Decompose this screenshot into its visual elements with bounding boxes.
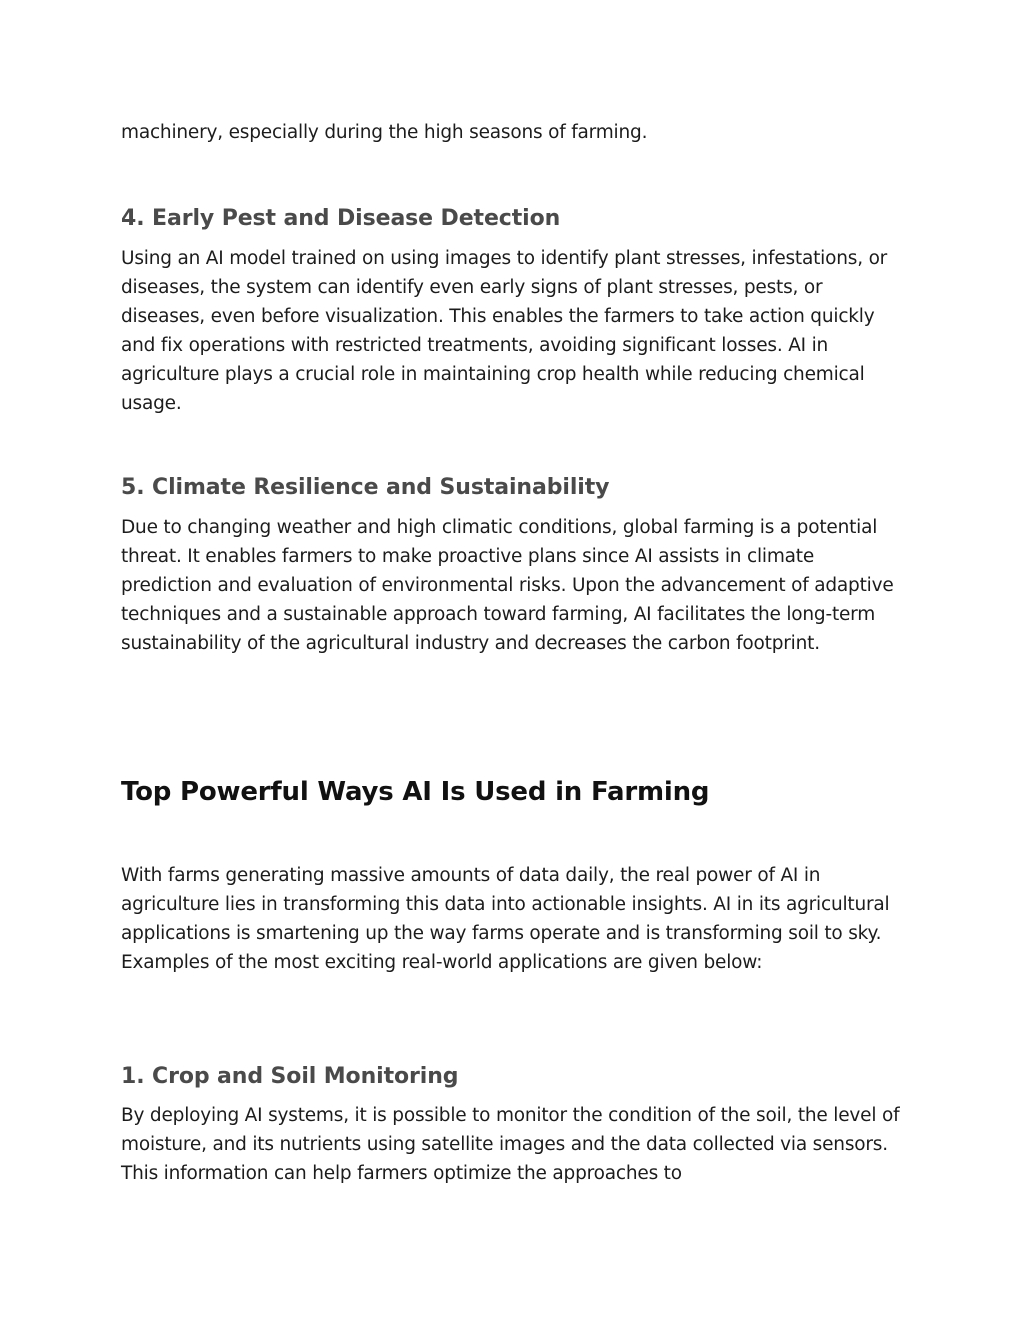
subsection-1-body: By deploying AI systems, it is possible to monitor the condition of the soil, the level of moisture, and its nutrients using satellite images and the data collected via sensors. This information can help farmers optimize the approaches to [121, 1105, 900, 1184]
intro-fragment-paragraph: machinery, especially during the high seasons of farming. [121, 122, 648, 143]
section-5-heading: 5. Climate Resilience and Sustainability [121, 475, 610, 500]
section-4-heading: 4. Early Pest and Disease Detection [121, 206, 561, 231]
section-4-body: Using an AI model trained on using images to identify plant stresses, infestations, or diseases, the system can identify even early signs of plant stresses, pests, or diseases, even before visualization. This enables the farmers to take action quickly and fix operations with restricted treatments, avoiding significant losses. AI in agriculture plays a crucial role in maintaining crop health while reducing chemical usage. [121, 248, 888, 414]
main-section-heading: Top Powerful Ways AI Is Used in Farming [121, 777, 710, 807]
main-section-intro: With farms generating massive amounts of data daily, the real power of AI in agriculture lies in transforming this data into actionable insights. AI in its agricultural applications is smartening up the way farms operate and is transforming soil to sky. Examples of the most exciting real-world applications are given below: [121, 865, 890, 973]
subsection-1-heading: 1. Crop and Soil Monitoring [121, 1064, 459, 1089]
section-5-body: Due to changing weather and high climatic conditions, global farming is a potential threat. It enables farmers to make proactive plans since AI assists in climate prediction and evaluation of environmental risks. Upon the advancement of adaptive techniques and a sustainable approach toward farming, AI facilitates the long-term sustainability of the agricultural industry and decreases the carbon footprint. [121, 517, 894, 654]
